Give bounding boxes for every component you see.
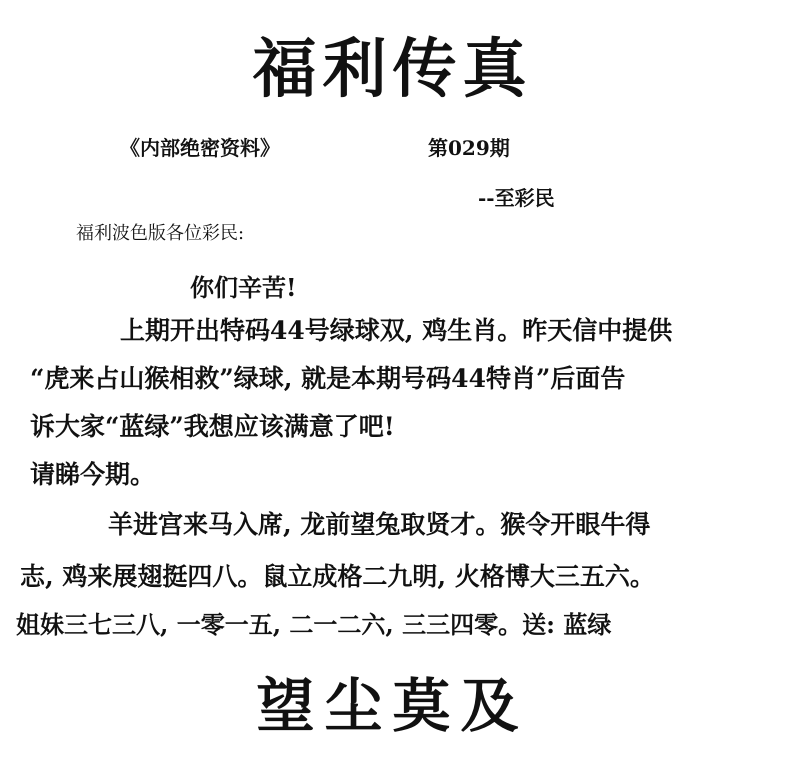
salutation: 福利波色版各位彩民: [76, 223, 245, 244]
body-line-5: 羊进宫来马入席, 龙前望兔取贤才。猴令开眼牛得 [108, 510, 651, 539]
body-line-1: 上期开出特码44号绿球双, 鸡生肖。昨天信中提供 [120, 316, 673, 345]
body-line-2: “虎来占山猴相救”绿球, 就是本期号码44特肖”后面告 [30, 364, 626, 393]
author-line: --至彩民 [478, 186, 555, 210]
document-subtitle: 《内部绝密资料》 [120, 136, 280, 160]
greeting: 你们辛苦! [190, 273, 297, 302]
closing-phrase: 望尘莫及 [256, 672, 529, 740]
body-line-3: 诉大家“蓝绿”我想应该满意了吧! [30, 412, 395, 441]
issue-number: 第029期 [428, 136, 510, 160]
body-line-6: 志, 鸡来展翅挺四八。鼠立成格二九明, 火格博大三五六。 [20, 562, 655, 591]
body-line-7: 姐妹三七三八, 一零一五, 二一二六, 三三四零。送: 蓝绿 [16, 610, 612, 639]
document-title: 福利传真 [252, 32, 533, 107]
body-line-4: 请睇今期。 [30, 460, 156, 489]
